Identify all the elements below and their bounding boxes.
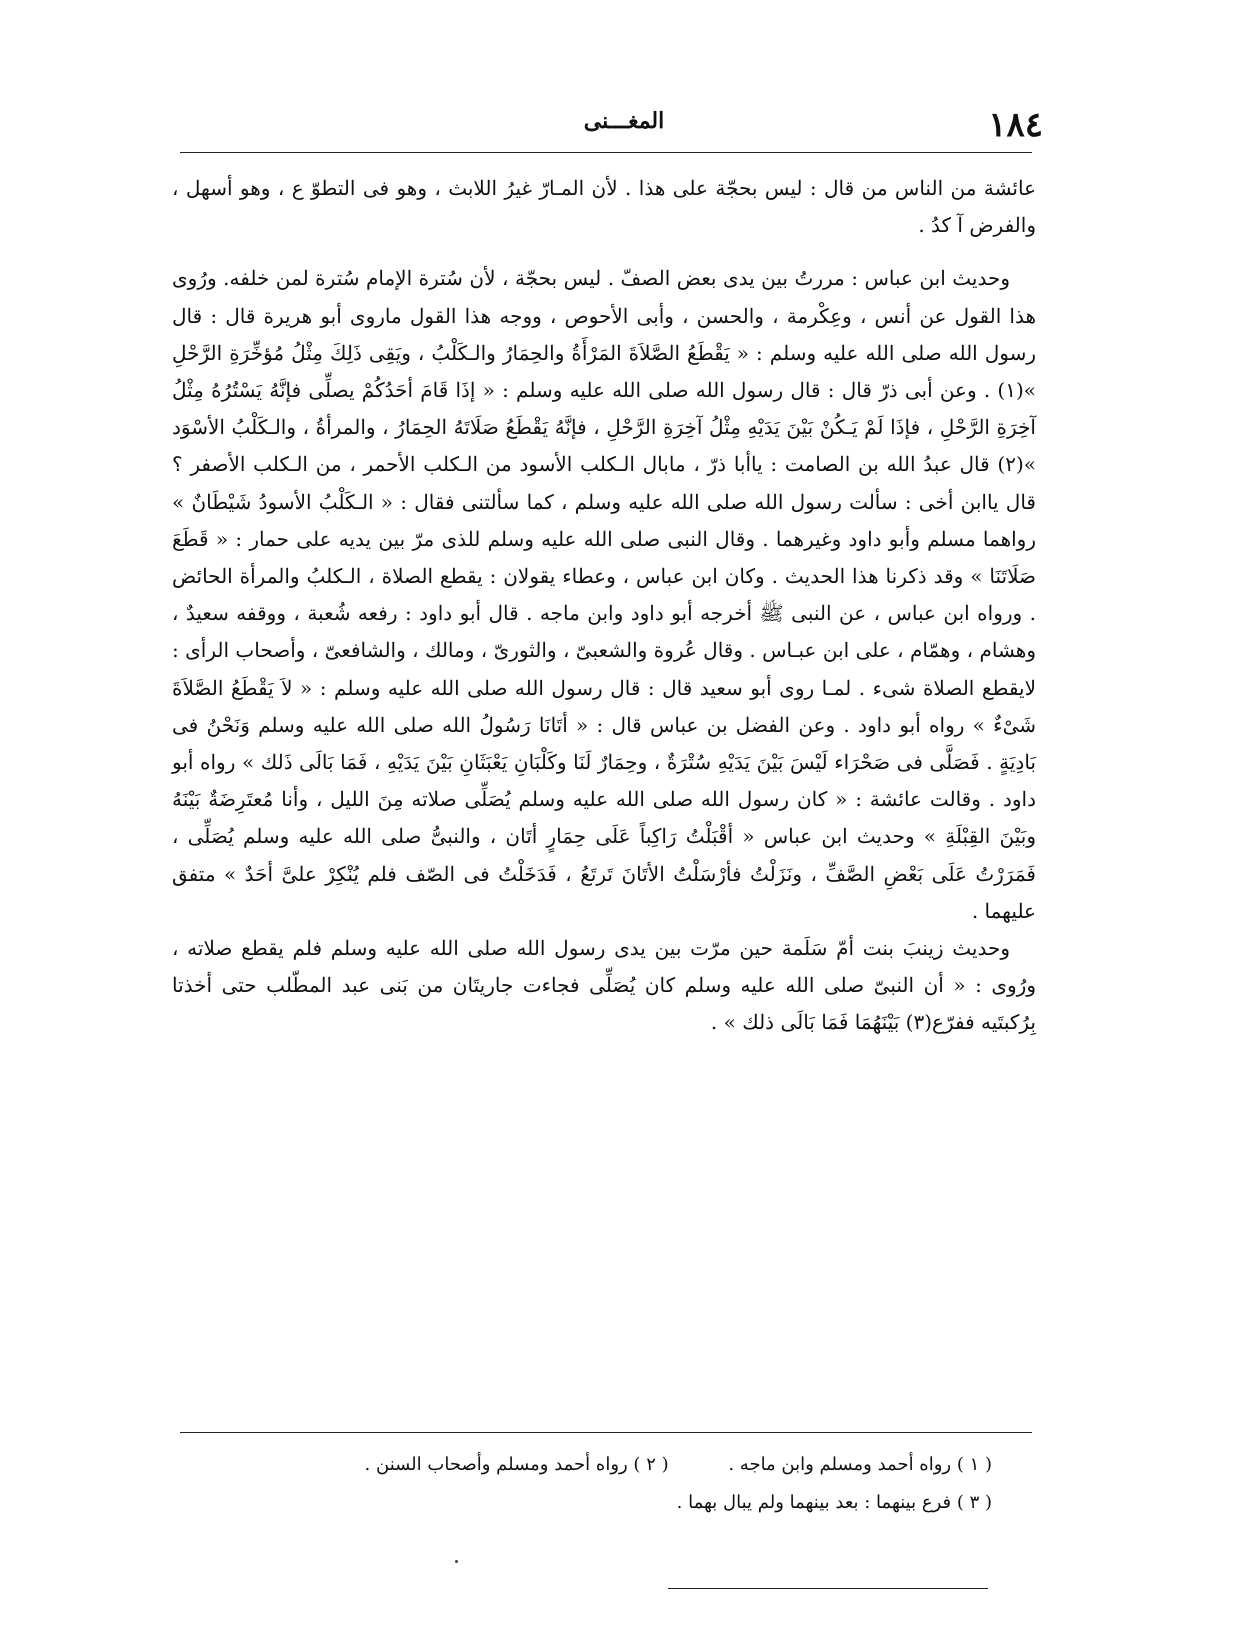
footnotes xyxy=(172,1446,992,1522)
header-divider xyxy=(180,152,1032,153)
paragraph-2: وحديث ابن عباس : مررتُ بين يدى بعض الصفّ . ليس بحجّة ، لأن سُترة الإمام سُترة لمن خلفه. ورُوى هذا القول عن أنس ، وعِكْرمة ، والحسن ، وأبى الأحوص ، ووجه هذا القول ماروى أبو هريرة قال : قال رسول الله صلى الله عليه وسلم : « يَقْطَعُ الصَّلاَةَ المَرْأَةُ والحِمَارُ والـكَلْبُ ، ويَقِى ذَلِكَ مِثْلُ مُؤخِّرَةِ الرَّحْلِ »(١) . وعن أبى ذرّ قال : قال رسول الله صلى الله عليه وسلم : « إذَا قَامَ أحَدُكُمْ يصلِّى فإنَّهُ يَسْتُرُهُ مِثْلُ آخِرَةِ الرَّحْلِ ، فإذَا لَمْ يَـكُنْ بَيْنَ يَدَيْهِ مِثْلُ آخِرَةِ الرَّحْلِ ، فإنَّهُ يَقْطَعُ صَلَاتَهُ الحِمَارُ ، والمرأةُ ، والـكَلْبُ الأسْوَد »(٢) قال عبدُ الله بن الصامت : ياأبا ذرّ ، مابال الـكلب الأسود من الـكلب الأحمر ، من الـكلب الأصفر ؟ قال ياابن أخى : سألت رسول الله صلى الله عليه وسلم ، كما سألتنى فقال : « الـكَلْبُ الأسودُ شَيْطَانٌ » رواهما مسلم وأبو داود وغيرهما . وقال النبى صلى الله عليه وسلم للذى مرّ بين يديه على حمار : « قَطَعَ صَلَاتَنَا » وقد ذكرنا هذا الحديث . وكان ابن عباس ، وعطاء يقولان : يقطع الصلاة ، الـكلبُ والمرأة الحائض . ورواه ابن عباس ، عن النبى ﷺ أخرجه أبو داود وابن ماجه . قال أبو داود : رفعه شُعبة ، ووقفه سعيدٌ ، وهشام ، وهمّام ، على ابن عبـاس . وقال عُروة والشعبىّ ، والثورىّ ، ومالك ، والشافعىّ ، وأصحاب الرأى : لايقطع الصلاة شىء . لمـا روى أبو سعيد قال : قال رسول الله صلى الله عليه وسلم : « لاَ يَقْطَعُ الصَّلاَةَ شَىْءٌ » رواه أبو داود . وعن الفضل بن عباس قال : « أتَانَا رَسُولُ الله صلى الله عليه وسلم وَنَحْنُ فى بَادِيَةٍ . فَصَلَّى فى صَحْرَاء لَيْسَ بَيْنَ يَدَيْهِ سُتْرَةٌ ، وحِمَارٌ لَنَا وكَلْبَانِ يَعْبَثَانِ بَيْنَ يَدَيْهِ ، فَمَا بَالَى ذَلك » رواه أبو داود . وقالت عائشة : « كان رسول الله صلى الله عليه وسلم يُصَلِّى صلاته مِنَ الليل ، وأنا مُعتَرِضَةٌ بَيْنَهُ وبَيْنَ القِبْلَةِ » وحديث ابن عباس « أقْبَلْتُ رَاكِباً عَلَى حِمَارٍ أتَان ، والنبىُّ صلى الله عليه وسلم يُصَلِّى ، فَمَرَرْتُ عَلَى بَعْضِ الصَّفِّ ، ونَزَلْتُ فأرْسَلْتُ الأتَانَ تَرتَعُ ، فَدَخَلْتُ فى الصّف فلم يُنْكِرْ علىَّ أحَدٌ » متفق عليهما . xyxy=(172,266,1036,923)
footnote-1: ( ١ ) رواه أحمد ومسلم وابن ماجه . xyxy=(728,1454,992,1475)
scan-speck xyxy=(455,1560,458,1563)
running-title: المغـــنى xyxy=(583,108,665,134)
body-text xyxy=(172,170,1036,1042)
bottom-rule xyxy=(668,1588,988,1589)
page-number: ١٨٤ xyxy=(988,105,1043,145)
footnote-row xyxy=(172,1484,992,1522)
footnote-2: ( ٢ ) رواه أحمد ومسلم وأصحاب السنن . xyxy=(364,1454,669,1475)
footnote-3: ( ٣ ) فرع بينهما : بعد بينهما ولم يبال بهما . xyxy=(676,1492,992,1513)
paragraph-1: عائشة من الناس من قال : ليس بحجّة على هذا . لأن المـارّ غيرُ اللابث ، وهو فى التطوّ ع ، وهو أسهل ، والفرض آ كدُ . xyxy=(172,176,1036,238)
footnote-row xyxy=(172,1446,992,1484)
paragraph-3: وحديث زينبَ بنت أمّ سَلَمة حين مرّت بين يدى رسول الله صلى الله عليه وسلم فلم يقطع صلاته ، ورُوى : « أن النبىّ صلى الله عليه وسلم كان يُصَلِّى فجاءت جاريتَان من بَنى عبد المطّلب حتى أخذتا بِرُكبتَيه ففرّع(٣) بَيْنَهُمَا فَمَا بَالَى ذلك » . xyxy=(172,936,1036,1035)
footnote-divider xyxy=(180,1432,1032,1433)
